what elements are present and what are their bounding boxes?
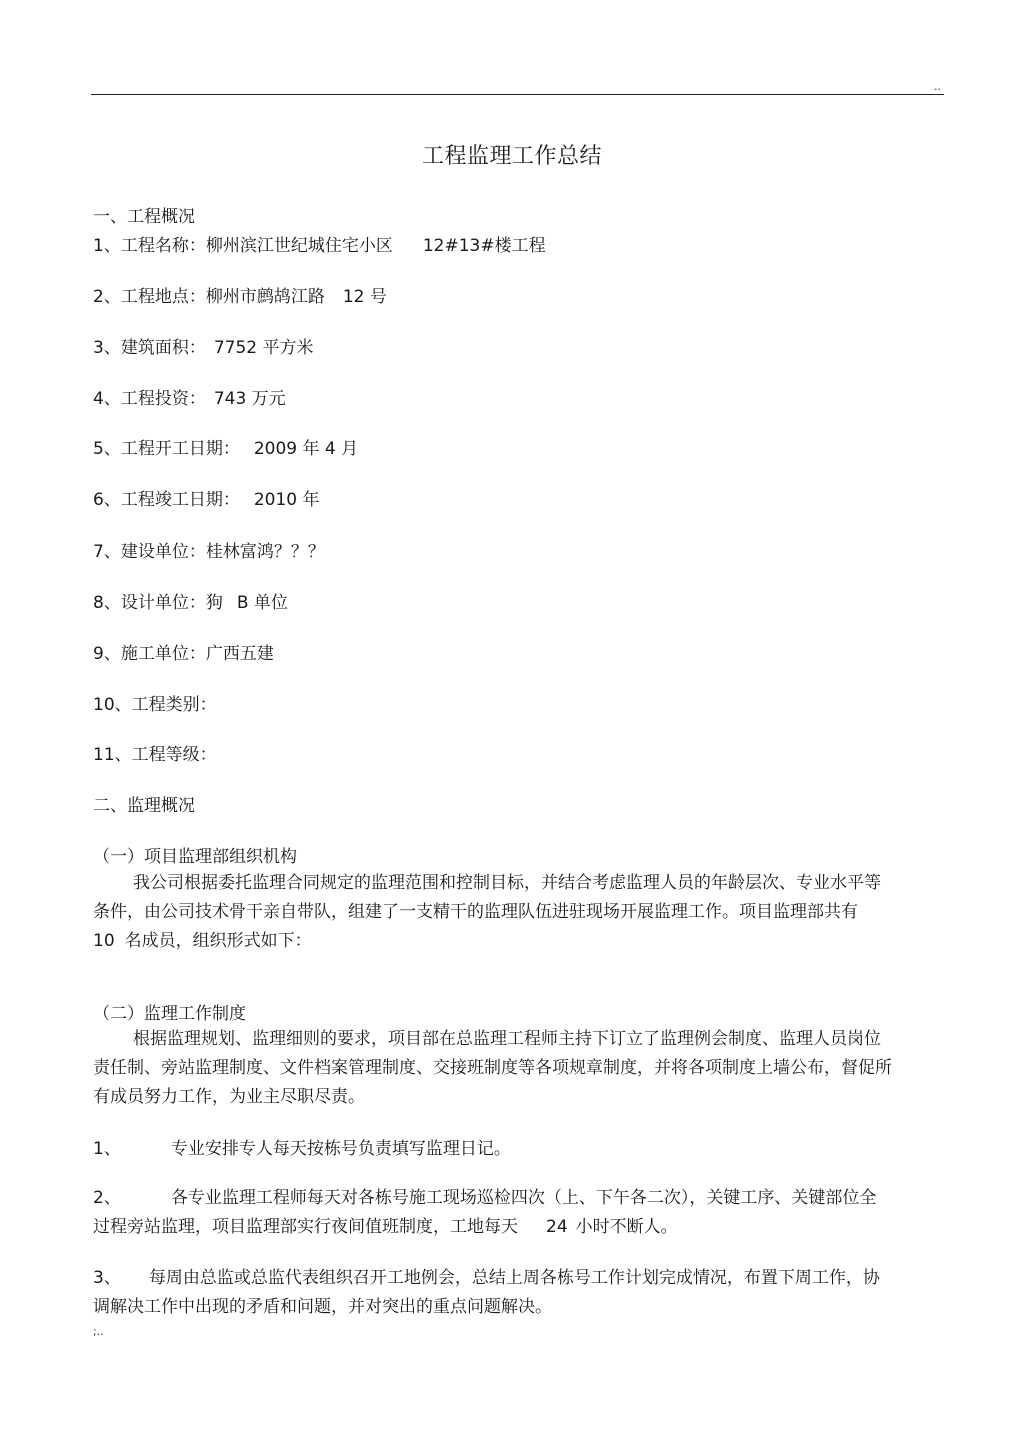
item-value: 2009 年 4 月: [253, 439, 359, 459]
list-item: [93, 1264, 893, 1322]
footer-mark: ;..: [93, 1325, 104, 1338]
hours-value: 24: [546, 1217, 568, 1237]
item-label: 6、工程竣工日期：: [93, 490, 240, 510]
overview-item-client: [93, 541, 325, 563]
section-heading-overview: 一、工程概况: [93, 207, 195, 227]
item-label: 5、工程开工日期：: [93, 439, 240, 459]
list-text: 专业安排专人每天按栋号负责填写监理日记。: [170, 1139, 511, 1159]
section-heading-supervision: 二、监理概况: [93, 796, 195, 816]
overview-item-contractor: [93, 643, 274, 665]
item-value: 743 万元: [213, 389, 286, 409]
list-item: [93, 1184, 893, 1242]
item-label: 4、工程投资：: [93, 389, 206, 409]
item-value: 12 号: [342, 287, 387, 307]
subsection-heading-rules: （二）监理工作制度: [93, 1004, 246, 1024]
item-label: 11、工程等级：: [93, 745, 217, 765]
member-count: 10: [93, 931, 115, 951]
overview-item-project-name: [93, 235, 546, 257]
item-label: 1、工程名称：柳州滨江世纪城住宅小区: [93, 236, 393, 256]
item-value: B 单位: [236, 593, 288, 613]
list-number: 1、: [93, 1139, 121, 1159]
paragraph-text-end: 名成员，组织形式如下：: [124, 931, 312, 951]
item-label: 8、设计单位：狗: [93, 593, 223, 613]
rules-paragraph: 根据监理规划、监理细则的要求，项目部在总监理工程师主持下订立了监理例会制度、监理人员岗位责任制、旁站监理制度、文件档案管理制度、交接班制度等各项规章制度，并将各项制度上墙公布，督促所有成员努力工作，为业主尽职尽责。: [93, 1029, 892, 1107]
header-mark: ..: [934, 80, 941, 93]
overview-item-area: [93, 337, 314, 359]
item-label: 9、施工单位：广西五建: [93, 644, 274, 664]
overview-item-category: [93, 694, 217, 716]
item-value: 2010 年: [253, 490, 320, 510]
header-rule: [91, 94, 944, 95]
overview-item-grade: [93, 744, 217, 766]
item-label: 3、建筑面积：: [93, 338, 206, 358]
overview-item-end-date: [93, 489, 320, 511]
overview-item-investment: [93, 388, 286, 410]
item-value: 12#13#楼工程: [422, 236, 546, 256]
item-label: 7、建设单位：桂林富鸿？？？: [93, 542, 325, 562]
list-item: [93, 1138, 511, 1160]
list-text-end: 小时不断人。: [575, 1217, 678, 1237]
list-text: 各专业监理工程师每天对各栋号施工现场巡检四次（上、下午各二次），关键工序、关键部位全过程旁站监理，项目监理部实行夜间值班制度，工地每天: [93, 1188, 877, 1237]
item-label: 2、工程地点：柳州市鹧鸪江路: [93, 287, 325, 307]
subsection-heading-organization: （一）项目监理部组织机构: [93, 847, 297, 867]
overview-item-location: [93, 286, 387, 308]
list-number: 3、: [93, 1268, 121, 1288]
overview-item-start-date: [93, 438, 358, 460]
overview-item-designer: [93, 592, 288, 614]
document-title: 工程监理工作总结: [421, 144, 602, 169]
item-label: 10、工程类别：: [93, 695, 217, 715]
item-value: 7752 平方米: [213, 338, 314, 358]
organization-paragraph: [93, 869, 893, 956]
list-number: 2、: [93, 1188, 121, 1208]
paragraph-text: 我公司根据委托监理合同规定的监理范围和控制目标，并结合考虑监理人员的年龄层次、专业水平等条件，由公司技术骨干亲自带队，组建了一支精干的监理队伍进驻现场开展监理工作。项目监理部共有: [93, 873, 881, 922]
list-text: 每周由总监或总监代表组织召开工地例会，总结上周各栋号工作计划完成情况，布置下周工作，协调解决工作中出现的矛盾和问题，并对突出的重点问题解决。: [93, 1268, 880, 1317]
